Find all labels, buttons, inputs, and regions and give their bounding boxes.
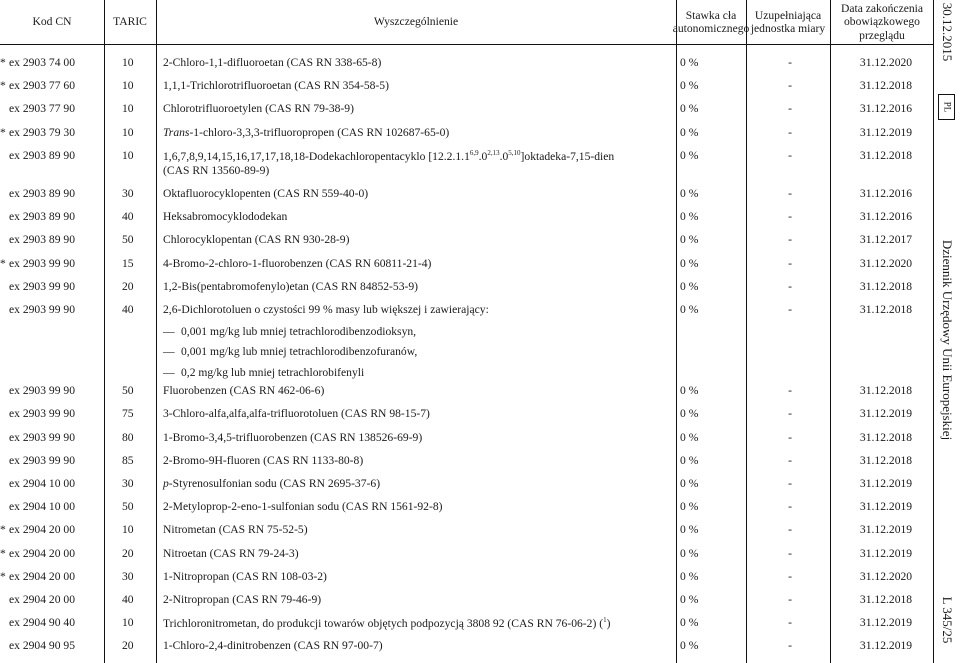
description-text: .0 <box>478 149 488 163</box>
description-text: -1-chloro-3,3,3-trifluoropropen (CAS RN 102687-65-0) <box>189 125 450 139</box>
cn-code <box>0 280 100 294</box>
taric-code: 50 <box>122 384 134 398</box>
duty-rate: 0 % <box>680 639 699 653</box>
duty-rate: 0 % <box>680 256 699 270</box>
taric-code: 40 <box>122 210 134 224</box>
duty-rate: 0 % <box>680 56 699 69</box>
journal-title: Dziennik Urzędowy Unii Europejskiej <box>940 239 956 441</box>
change-marker: * <box>0 523 6 537</box>
taric-code: 50 <box>122 233 134 247</box>
review-date: 31.12.2016 <box>859 210 913 224</box>
taric-code: 10 <box>122 102 134 116</box>
duty-rate: 0 % <box>680 187 699 201</box>
dash-marker: — <box>163 324 175 338</box>
review-date: 31.12.2019 <box>859 477 913 491</box>
supplementary-unit: - <box>788 616 792 630</box>
description-text: Chlorocyklopentan (CAS RN 930-28-9) <box>163 233 350 247</box>
duty-rate: 0 % <box>680 569 699 583</box>
cn-code-text: ex 2903 99 90 <box>9 430 76 444</box>
duty-rate: 0 % <box>680 616 699 630</box>
description <box>163 547 673 561</box>
cn-code <box>0 570 100 584</box>
cn-code <box>0 523 100 537</box>
supplementary-unit: - <box>788 233 792 247</box>
description <box>163 303 673 380</box>
review-date: 31.12.2020 <box>859 569 913 583</box>
supplementary-unit: - <box>788 407 792 421</box>
review-date: 31.12.2018 <box>859 148 913 162</box>
side-margin <box>933 0 960 663</box>
supplementary-unit: - <box>788 56 792 69</box>
description <box>163 431 673 445</box>
description-text: Chlorotrifluoroetylen (CAS RN 79-38-9) <box>163 102 354 116</box>
duty-rate: 0 % <box>680 407 699 421</box>
description-text: ]oktadeka-7,15-dien <box>520 149 615 163</box>
cn-code-text: ex 2903 99 90 <box>9 256 76 270</box>
taric-code: 50 <box>122 500 134 514</box>
supplementary-unit: - <box>788 593 792 607</box>
taric-code: 30 <box>122 477 134 491</box>
duty-rate: 0 % <box>680 210 699 224</box>
taric-code: 85 <box>122 453 134 467</box>
cn-code <box>0 303 100 317</box>
header-description: Wyszczególnienie <box>373 15 459 29</box>
description <box>163 616 673 631</box>
description <box>163 570 673 584</box>
header-date: Data zakończenia obowiązkowego przeglądu <box>840 2 924 42</box>
header-unit: Uzupełniająca jednostka miary <box>750 8 826 35</box>
change-marker: * <box>0 569 6 583</box>
description <box>163 79 673 93</box>
description-line <box>163 149 673 164</box>
cn-code-text: ex 2904 90 95 <box>9 639 76 653</box>
cn-code <box>0 210 100 224</box>
review-date: 31.12.2016 <box>859 187 913 201</box>
review-date: 31.12.2018 <box>859 430 913 444</box>
cn-code <box>0 454 100 468</box>
description-text: Heksabromocyklododekan <box>163 210 288 224</box>
column-divider <box>104 0 105 663</box>
supplementary-unit: - <box>788 500 792 514</box>
review-date: 31.12.2019 <box>859 639 913 653</box>
cn-code-text: ex 2903 79 30 <box>9 125 76 139</box>
change-marker: * <box>0 125 6 139</box>
cn-code-text: ex 2903 99 90 <box>9 279 76 293</box>
description-italic: p <box>163 477 169 491</box>
cn-code <box>0 616 100 630</box>
taric-code: 20 <box>122 546 134 560</box>
supplementary-unit: - <box>788 430 792 444</box>
change-marker: * <box>0 256 6 270</box>
description-subitem <box>163 366 673 380</box>
review-date: 31.12.2019 <box>859 407 913 421</box>
cn-code <box>0 187 100 201</box>
cn-code <box>0 639 100 653</box>
cn-code <box>0 384 100 398</box>
cn-code <box>0 500 100 514</box>
description-text: 2-Metyloprop-2-eno-1-sulfonian sodu (CAS RN 1561-92-8) <box>163 500 443 514</box>
description-text: 1-Nitropropan (CAS RN 108-03-2) <box>163 569 327 583</box>
description <box>163 280 673 294</box>
taric-code: 30 <box>122 569 134 583</box>
taric-code: 10 <box>122 148 134 162</box>
column-divider <box>830 0 831 663</box>
cn-code <box>0 56 100 70</box>
cn-code-text: ex 2903 77 60 <box>9 79 76 93</box>
description-text: Trichloronitrometan, do produkcji towarów objętych podpozycją 3808 92 (CAS RN 76-06-2) ( <box>163 617 604 631</box>
header-code: Kod CN <box>32 15 72 29</box>
description-text: 2,6-Dichlorotoluen o czystości 99 % masy lub większej i zawierający: <box>163 303 489 317</box>
description-text: .0 <box>499 149 509 163</box>
publication-date: 30.12.2015 <box>940 2 956 62</box>
review-date: 31.12.2018 <box>859 79 913 93</box>
taric-code: 20 <box>122 639 134 653</box>
duty-rate: 0 % <box>680 500 699 514</box>
taric-code: 10 <box>122 523 134 537</box>
duty-rate: 0 % <box>680 79 699 93</box>
footnote-ref: 1 <box>603 616 607 625</box>
description-text: 2-Chloro-1,1-difluoroetan (CAS RN 338-65-8) <box>163 56 382 69</box>
duty-rate: 0 % <box>680 523 699 537</box>
change-marker: * <box>0 79 6 93</box>
superscript: 6,9 <box>469 148 479 157</box>
cn-code-text: ex 2903 77 90 <box>9 102 76 116</box>
description-text: Fluorobenzen (CAS RN 462-06-6) <box>163 384 325 398</box>
description <box>163 500 673 514</box>
cn-code-text: ex 2904 20 00 <box>9 546 76 560</box>
cn-code <box>0 407 100 421</box>
description <box>163 407 673 421</box>
duty-rate: 0 % <box>680 430 699 444</box>
column-divider <box>676 0 677 663</box>
description-subitem <box>163 345 673 359</box>
supplementary-unit: - <box>788 256 792 270</box>
review-date: 31.12.2018 <box>859 593 913 607</box>
cn-code <box>0 79 100 93</box>
subitem-text: 0,001 mg/kg lub mniej tetrachlorodibenzodioksyn, <box>181 324 417 338</box>
supplementary-unit: - <box>788 303 792 317</box>
review-date: 31.12.2019 <box>859 523 913 537</box>
cn-code <box>0 233 100 247</box>
description <box>163 56 673 70</box>
taric-code: 10 <box>122 56 134 69</box>
taric-code: 10 <box>122 125 134 139</box>
cn-code <box>0 477 100 491</box>
description-text: 3-Chloro-alfa,alfa,alfa-trifluorotoluen (CAS RN 98-15-7) <box>163 407 430 421</box>
description <box>163 126 673 140</box>
taric-code: 10 <box>122 616 134 630</box>
description-text: 1,1,1-Trichlorotrifluoroetan (CAS RN 354-58-5) <box>163 79 389 93</box>
taric-code: 10 <box>122 79 134 93</box>
duty-rate: 0 % <box>680 477 699 491</box>
supplementary-unit: - <box>788 384 792 398</box>
taric-code: 80 <box>122 430 134 444</box>
review-date: 31.12.2020 <box>859 256 913 270</box>
cn-code <box>0 593 100 607</box>
taric-code: 15 <box>122 256 134 270</box>
review-date: 31.12.2018 <box>859 384 913 398</box>
review-date: 31.12.2019 <box>859 546 913 560</box>
description-subitem <box>163 325 673 339</box>
review-date: 31.12.2016 <box>859 102 913 116</box>
cn-code-text: ex 2904 10 00 <box>9 477 76 491</box>
cn-code-text: ex 2903 74 00 <box>9 56 76 69</box>
cn-code-text: ex 2904 10 00 <box>9 500 76 514</box>
review-date: 31.12.2019 <box>859 500 913 514</box>
superscript: 5,10 <box>508 148 521 157</box>
duty-rate: 0 % <box>680 279 699 293</box>
description-italic: Trans <box>163 125 190 139</box>
duty-rate: 0 % <box>680 593 699 607</box>
cn-code-text: ex 2903 99 90 <box>9 453 76 467</box>
cn-code-text: ex 2903 89 90 <box>9 148 76 162</box>
taric-code: 40 <box>122 593 134 607</box>
description <box>163 523 673 537</box>
cn-code <box>0 149 100 163</box>
supplementary-unit: - <box>788 102 792 116</box>
supplementary-unit: - <box>788 148 792 162</box>
description <box>163 210 673 224</box>
description <box>163 149 673 179</box>
subitem-text: 0,001 mg/kg lub mniej tetrachlorodibenzofuranów, <box>181 345 418 359</box>
description-text: 2-Bromo-9H-fluoren (CAS RN 1133-80-8) <box>163 453 364 467</box>
review-date: 31.12.2017 <box>859 233 913 247</box>
supplementary-unit: - <box>788 279 792 293</box>
description-text: ) <box>606 617 611 631</box>
language-badge: PL <box>938 94 955 120</box>
cn-code-text: ex 2904 90 40 <box>9 616 76 630</box>
cn-code-text: ex 2904 20 00 <box>9 569 76 583</box>
duty-rate: 0 % <box>680 453 699 467</box>
description-text: Nitroetan (CAS RN 79-24-3) <box>163 546 299 560</box>
description-text: Nitrometan (CAS RN 75-52-5) <box>163 523 308 537</box>
duty-rate: 0 % <box>680 384 699 398</box>
cn-code <box>0 257 100 271</box>
table-header <box>0 0 934 45</box>
cn-code <box>0 126 100 140</box>
cn-code-text: ex 2904 20 00 <box>9 593 76 607</box>
description <box>163 384 673 398</box>
description-text: 1,2-Bis(pentabromofenylo)etan (CAS RN 84852-53-9) <box>163 279 419 293</box>
description-text: Oktafluorocyklopenten (CAS RN 559-40-0) <box>163 187 369 201</box>
cn-code-text: ex 2903 99 90 <box>9 303 76 317</box>
duty-rate: 0 % <box>680 233 699 247</box>
description <box>163 593 673 607</box>
description-text: 4-Bromo-2-chloro-1-fluorobenzen (CAS RN 60811-21-4) <box>163 256 432 270</box>
cn-code <box>0 102 100 116</box>
review-date: 31.12.2018 <box>859 453 913 467</box>
supplementary-unit: - <box>788 453 792 467</box>
header-rate: Stawka cła autonomicznego <box>672 8 750 35</box>
supplementary-unit: - <box>788 639 792 653</box>
duty-rate: 0 % <box>680 125 699 139</box>
supplementary-unit: - <box>788 125 792 139</box>
review-date: 31.12.2020 <box>859 56 913 69</box>
description <box>163 454 673 468</box>
description-text: 1-Bromo-3,4,5-trifluorobenzen (CAS RN 138526-69-9) <box>163 430 423 444</box>
duty-rate: 0 % <box>680 546 699 560</box>
description <box>163 187 673 201</box>
cn-code-text: ex 2904 20 00 <box>9 523 76 537</box>
review-date: 31.12.2018 <box>859 303 913 317</box>
supplementary-unit: - <box>788 477 792 491</box>
supplementary-unit: - <box>788 210 792 224</box>
supplementary-unit: - <box>788 187 792 201</box>
review-date: 31.12.2019 <box>859 616 913 630</box>
supplementary-unit: - <box>788 569 792 583</box>
taric-code: 40 <box>122 303 134 317</box>
column-divider <box>746 0 747 663</box>
page-number: L 345/25 <box>940 596 956 644</box>
description <box>163 477 673 491</box>
description-text: 1,6,7,8,9,14,15,16,17,17,18,18-Dodekachloropentacyklo [12.2.1.1 <box>163 149 470 163</box>
supplementary-unit: - <box>788 546 792 560</box>
cn-code-text: ex 2903 89 90 <box>9 210 76 224</box>
description-text: -Styrenosulfonian sodu (CAS RN 2695-37-6) <box>168 477 381 491</box>
subitem-text: 0,2 mg/kg lub mniej tetrachlorobifenyli <box>181 365 365 379</box>
cn-code-text: ex 2903 99 90 <box>9 384 76 398</box>
supplementary-unit: - <box>788 79 792 93</box>
taric-code: 75 <box>122 407 134 421</box>
taric-code: 20 <box>122 279 134 293</box>
description <box>163 102 673 116</box>
column-divider <box>156 0 157 663</box>
superscript: 2,13 <box>487 148 500 157</box>
duty-rate: 0 % <box>680 102 699 116</box>
description <box>163 233 673 247</box>
cn-code <box>0 431 100 445</box>
cn-code-text: ex 2903 89 90 <box>9 187 76 201</box>
change-marker: * <box>0 546 6 560</box>
change-marker: * <box>0 56 6 69</box>
description-text: 1-Chloro-2,4-dinitrobenzen (CAS RN 97-00-7) <box>163 639 383 653</box>
dash-marker: — <box>163 365 175 379</box>
cn-code-text: ex 2903 99 90 <box>9 407 76 421</box>
description <box>163 257 673 271</box>
description-text: 2-Nitropropan (CAS RN 79-46-9) <box>163 593 322 607</box>
review-date: 31.12.2018 <box>859 279 913 293</box>
duty-rate: 0 % <box>680 303 699 317</box>
duty-rate: 0 % <box>680 148 699 162</box>
review-date: 31.12.2019 <box>859 125 913 139</box>
description <box>163 639 673 653</box>
dash-marker: — <box>163 345 175 359</box>
cn-code-text: ex 2903 89 90 <box>9 233 76 247</box>
supplementary-unit: - <box>788 523 792 537</box>
description-line: (CAS RN 13560-89-9) <box>163 164 270 178</box>
taric-code: 30 <box>122 187 134 201</box>
cn-code <box>0 547 100 561</box>
header-taric: TARIC <box>113 15 147 29</box>
